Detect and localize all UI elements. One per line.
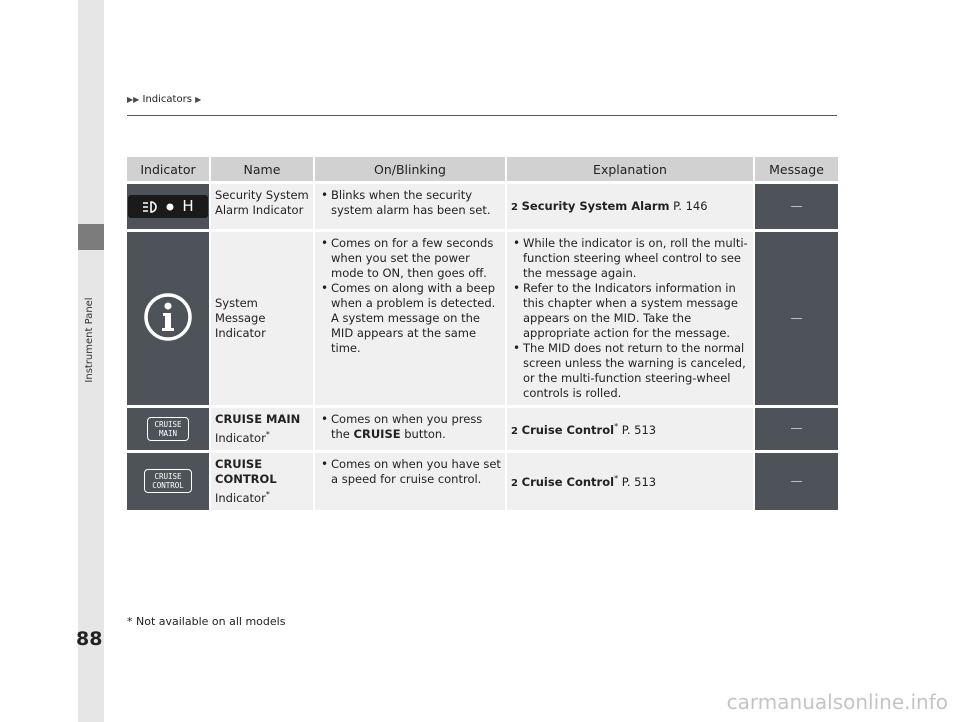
indicator-cell [127, 407, 210, 452]
col-header-indicator: Indicator [127, 157, 210, 183]
system-message-info-icon [143, 292, 193, 342]
name-cell: System Message Indicator [210, 231, 314, 407]
on-blinking-cell [314, 183, 506, 231]
on-blinking-item: • Comes on for a few seconds when you set the power mode to ON, then goes off. [319, 236, 501, 281]
message-cell: — [754, 451, 839, 509]
name-cell: Security System Alarm Indicator [210, 183, 314, 231]
on-blinking-cell [314, 407, 506, 452]
explanation-item: • Refer to the Indicators information in this chapter when a system message appears on the MID. Take the appropriate action for the message. [511, 281, 749, 341]
breadcrumb-arrow-icon: ▶▶ [127, 95, 140, 104]
indicator-name-suffix: Indicator [215, 430, 266, 445]
breadcrumb-arrow-icon: ▶ [195, 95, 202, 104]
message-cell: — [754, 231, 839, 407]
col-header-message: Message [754, 157, 839, 183]
indicator-cell [127, 451, 210, 509]
watermark: carmanualsonline.info [726, 690, 948, 714]
page-number: 88 [76, 628, 103, 650]
footnote-asterisk: * [614, 474, 619, 484]
on-blinking-item [319, 412, 501, 442]
security-system-alarm-icon: H [128, 195, 207, 218]
name-cell [210, 407, 314, 452]
table-row [127, 231, 839, 407]
breadcrumb-label: Indicators [142, 94, 192, 105]
table-header-row [127, 157, 839, 183]
on-blinking-item: • Blinks when the security system alarm has been set. [319, 188, 501, 218]
footnote-asterisk: * [614, 422, 619, 431]
on-blinking-text: Comes on when you press the [331, 412, 483, 441]
explanation-cell [506, 407, 754, 452]
on-blinking-item: • Comes on when you have set a speed for cruise control. [319, 457, 501, 487]
on-blinking-cell [314, 451, 506, 509]
reference-link[interactable]: Security System Alarm [521, 198, 670, 213]
table-row [127, 183, 839, 231]
reference-link[interactable]: Cruise Control [521, 475, 615, 490]
reference-arrow-icon: 2 [511, 201, 518, 213]
col-header-explanation: Explanation [506, 157, 754, 183]
explanation-cell [506, 451, 754, 509]
reference-page: P. 513 [621, 422, 657, 437]
indicators-table [127, 157, 840, 510]
explanation-item: • While the indicator is on, roll the multi-function steering wheel control to see the message again. [511, 236, 749, 281]
on-blinking-cell [314, 231, 506, 407]
indicator-cell [127, 231, 210, 407]
indicator-name-suffix: Indicator [215, 490, 266, 505]
explanation-item: • The MID does not return to the normal screen unless the warning is canceled, or the multi-function steering-wheel controls is rolled. [511, 341, 749, 401]
reference-arrow-icon: 2 [511, 425, 518, 437]
table-row [127, 451, 839, 509]
section-label: Instrument Panel [84, 297, 95, 383]
footnote: * Not available on all models [127, 615, 286, 628]
indicator-name: CRUISE CONTROL [215, 456, 277, 486]
message-cell: — [754, 407, 839, 452]
cruise-button-label: CRUISE [353, 427, 401, 441]
reference-page: P. 513 [621, 475, 657, 490]
reference-arrow-icon: 2 [511, 478, 518, 490]
header-rule [127, 115, 837, 116]
explanation-cell [506, 231, 754, 407]
footnote-asterisk: * [265, 430, 270, 439]
col-header-on-blinking: On/Blinking [314, 157, 506, 183]
reference-page: P. 146 [673, 198, 708, 213]
reference-link[interactable]: Cruise Control [521, 422, 615, 437]
table-row [127, 407, 839, 452]
section-tab-marker [78, 224, 104, 250]
col-header-name: Name [210, 157, 314, 183]
on-blinking-item: • Comes on along with a beep when a problem is detected. A system message on the MID appears at the same time. [319, 281, 501, 356]
footnote-asterisk: * [265, 489, 270, 499]
indicator-cell [127, 183, 210, 231]
breadcrumb [127, 94, 201, 105]
cruise-control-icon: CRUISE CONTROL [144, 469, 192, 493]
name-cell [210, 451, 314, 509]
explanation-cell [506, 183, 754, 231]
indicator-name: CRUISE MAIN [215, 412, 301, 426]
on-blinking-text: button. [404, 427, 446, 441]
cruise-main-icon: CRUISE MAIN [147, 417, 189, 441]
message-cell: — [754, 183, 839, 231]
